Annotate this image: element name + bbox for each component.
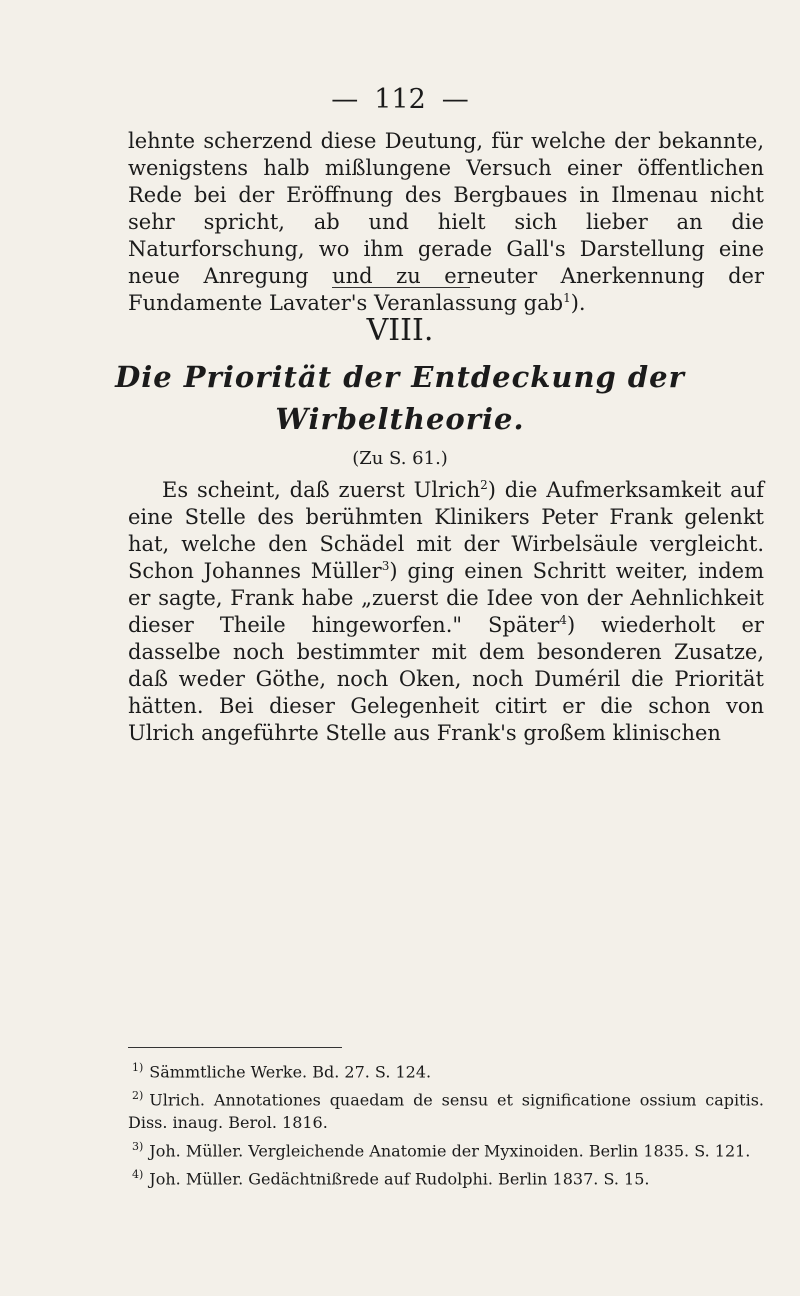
footnotes-list	[128, 1057, 764, 1192]
footnote-ref-4: 4	[559, 613, 567, 627]
footnote-item	[128, 1164, 764, 1190]
paragraph-main	[128, 477, 764, 747]
footnote-mark: 1)	[132, 1061, 144, 1074]
paragraph-2-part-3: ) ging einen Schritt weiter, indem er sagte, Frank habe „zuerst die Idee von der Aehnlichkeit dieser Theile hingeworfen." Später	[128, 559, 764, 637]
section-reference: (Zu S. 61.)	[352, 448, 448, 469]
paragraph-2-part-4: ) wiederholt er dasselbe noch bestimmter mit dem besonderen Zusatze, daß weder Göthe, noch Oken, noch Duméril die Priorität hätten. Bei dieser Gelegenheit citirt er die schon von Ulrich angeführte Stelle aus Frank's großem klinischen	[128, 613, 764, 745]
dash-left: —	[331, 84, 359, 115]
dash-right: —	[441, 84, 469, 115]
footnote-mark: 2)	[132, 1089, 144, 1103]
footnote-item	[128, 1085, 764, 1133]
footnote-mark: 4)	[132, 1167, 144, 1181]
footnote-ref-3: 3	[381, 559, 390, 573]
section-divider	[332, 287, 470, 288]
page-number	[0, 84, 800, 115]
footnote-text: Joh. Müller. Gedächtnißrede auf Rudolphi. Berlin 1837. S. 15.	[149, 1169, 650, 1189]
section-title-line-1: Die Priorität der Entdeckung der	[115, 360, 685, 394]
page-number-value: 112	[374, 84, 426, 115]
footnote-divider	[128, 1047, 342, 1048]
paragraph-1-end: ).	[570, 291, 586, 315]
footnote-ref-1: 1	[563, 291, 571, 305]
paragraph-1-text: lehnte scherzend diese Deutung, für welche der bekannte, wenigstens halb mißlungene Versuch einer öffentlichen Rede bei der Eröffnung des Bergbaues in Ilmenau nicht sehr spricht, ab und hielt sich lieber an die Naturforschung, wo ihm gerade Gall's Darstellung eine neue Anregung und zu erneuter Anerkennung der Fundamente Lavater's Veranlassung gab	[128, 129, 764, 315]
footnote-text: Sämmtliche Werke. Bd. 27. S. 124.	[149, 1062, 432, 1082]
footnote-text: Ulrich. Annotationes quaedam de sensu et significatione ossium capitis. Diss. inaug. Berol. 1816.	[128, 1090, 764, 1132]
paragraph-continued	[128, 128, 764, 317]
footnote-mark: 3)	[132, 1139, 144, 1153]
footnote-text: Joh. Müller. Vergleichende Anatomie der Myxinoiden. Berlin 1835. S. 121.	[149, 1140, 751, 1160]
paragraph-2-part-1: Es scheint, daß zuerst Ulrich	[162, 478, 481, 502]
footnote-item	[128, 1057, 764, 1083]
section-title-line-2: Wirbeltheorie.	[275, 402, 525, 436]
section-number: VIII.	[366, 313, 434, 348]
footnote-item	[128, 1136, 764, 1162]
paragraph-2-part-2: ) die Aufmerksamkeit auf eine Stelle des berühmten Klinikers Peter Frank gelenkt hat, welche den Schädel mit der Wirbelsäule vergleicht. Schon Johannes Müller	[128, 478, 765, 583]
footnote-ref-2: 2	[480, 478, 488, 492]
